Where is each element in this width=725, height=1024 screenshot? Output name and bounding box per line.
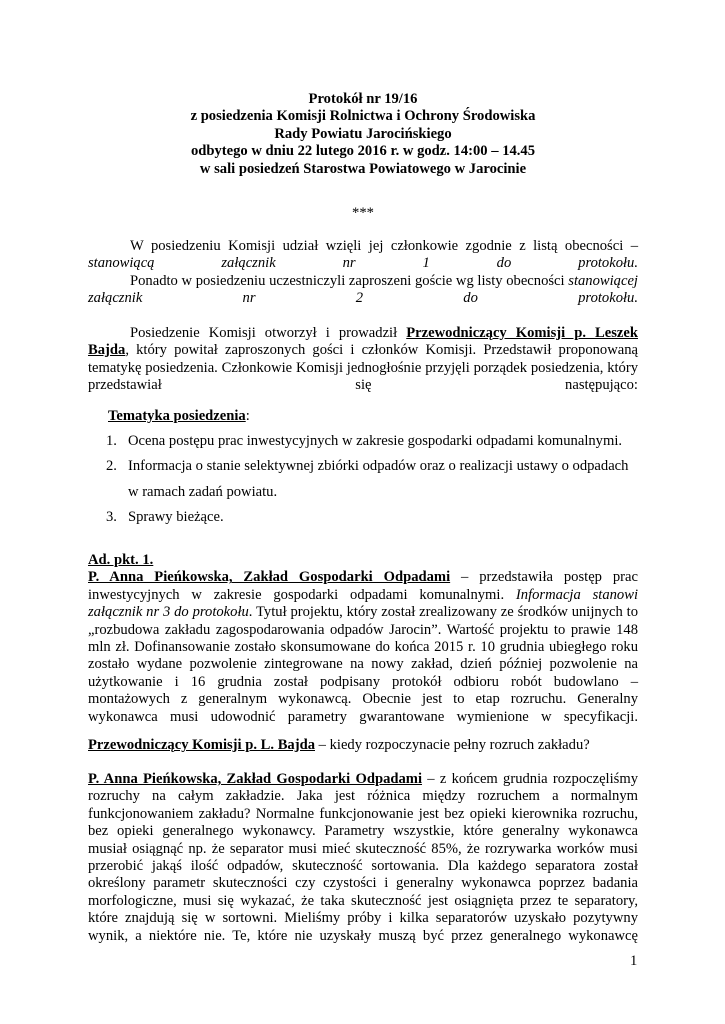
speaker-name: P. Anna Pieńkowska, Zakład Gospodarki Odpadami [88,771,423,787]
section-separator: *** [352,205,374,221]
meeting-date: odbytego w dniu 22 lutego 2016 r. w godz. 14:00 – 14.45 [190,143,536,160]
protocol-number: Protokół nr 19/16 [308,91,418,107]
question-1: Przewodniczący Komisji p. L. Bajda – kiedy rozpoczynacie pełny rozruch zakładu? [88,737,590,753]
agenda-item: 2. Informacja o stanie selektywnej zbiórki odpadów oraz o realizacji ustawy o odpadach [106,458,629,474]
section-1: Ad. pkt. 1. P. Anna Pieńkowska, Zakład Gospodarki Odpadami – przedstawiła postęp prac inwestycyjnych w zakresie gospodarki odpadami komunalnymi. Informacja stanowi załącznik nr 3 do protokołu. Tytuł projektu, który został zrealizowany ze środków unijnych to „rozbudowa zakładu zagospodarowania odpadów Jarocin”. Wartość projektu to prawie 148 mln zł. Dofinansowanie zostało skonsumowane do końca 2015 r. 10 grudnia ubiegłego roku zostało wydane pozwolenie zintegrowane na nowy zakład, dzień później pozwolenie na użytkowanie i 16 grudnia został podpisany protokół odbioru robót budowlano – montażowych z generalnym wykonawcą. Obecnie jest to etap rozruchu. Generalny wykonawca musi udowodnić parametry gwarantowane wymienione w specyfikacji. [88,552,638,725]
agenda-item-continuation: w ramach zadań powiatu. [128,484,278,500]
answer-1: P. Anna Pieńkowska, Zakład Gospodarki Odpadami – z końcem grudnia rozpoczęliśmy rozruchy na całym zakładzie. Jaka jest różnica między rozruchem a normalnym funkcjonowaniem zakładu? Normalne funkcjonowanie jest bez opieki kierownika rozruchu, bez opieki generalnego wykonawcy. Parametry wszystkie, które generalny wykonawca musiał osiągnąć np. że separator musi mieć skuteczność 85%, że rozrywarka worków musi przerobić jakąś ilość odpadów, skuteczność sortowania. Dla każdego separatora został określony parametr skuteczności czy czystości i generalny wykonawca poprzez badania morfologiczne, musi się wykazać, że taka skuteczność jest osiągnięta przez te separatory, które znajdują się w sortowni. Mieliśmy próby i kilka separatorów uzyskało pozytywny wynik, a niektóre nie. Te, które nie uzyskały muszą być przez generalnego wykonawcę [88,771,638,944]
meeting-place: w sali posiedzeń Starostwa Powiatowego w Jarocinie [199,160,527,177]
page-number: 1 [630,953,638,969]
section-1-heading: Ad. pkt. 1. [88,552,154,568]
document-header [88,91,638,178]
intro-paragraph-2: Ponadto w posiedzeniu uczestniczyli zaproszeni goście wg listy obecności stanowiącej załącznik nr 2 do protokołu. [88,273,638,307]
committee-name: z posiedzenia Komisji Rolnictwa i Ochrony Środowiska [190,108,536,125]
agenda-item: 3. Sprawy bieżące. [106,509,224,525]
intro-paragraph-3: Posiedzenie Komisji otworzył i prowadził Przewodniczący Komisji p. Leszek Bajda, który powitał zaproszonych gości i członków Komisji. Przedstawił proponowaną tematykę posiedzenia. Członkowie Komisji jednogłośnie przyjęli porządek posiedzenia, który przedstawiał się następująco: [88,325,639,394]
council-name: Rady Powiatu Jarocińskiego [274,125,452,142]
speaker-name: Przewodniczący Komisji p. L. Bajda [88,737,315,753]
agenda-item: 1. Ocena postępu prac inwestycyjnych w zakresie gospodarki odpadami komunalnymi. [106,433,623,449]
agenda-list [88,433,638,526]
chairman-name: Przewodniczący Komisji p. Leszek Bajda [88,325,639,359]
speaker-name: P. Anna Pieńkowska, Zakład Gospodarki Odpadami [88,569,451,586]
intro-paragraph-1: W posiedzeniu Komisji udział wzięli jej członkowie zgodnie z listą obecności – stanowiącą załącznik nr 1 do protokołu. [88,238,638,272]
agenda-title: Tematyka posiedzenia: [108,408,250,424]
